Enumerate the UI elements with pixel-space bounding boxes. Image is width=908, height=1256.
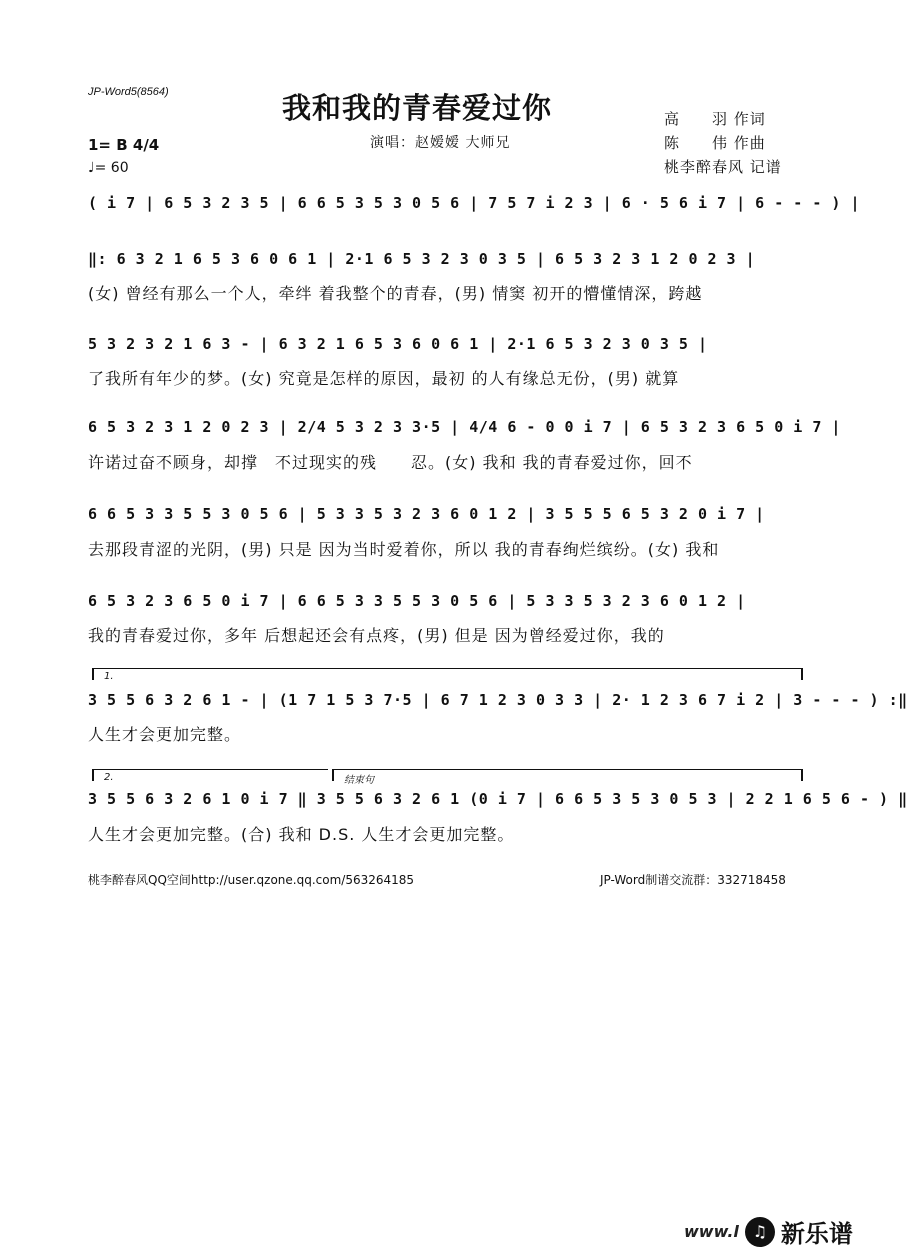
score-line-7-notes: 3 5 5 6 3 2 6 1 0 i 7 ‖ 3 5 5 6 3 2 6 1 (0 i 7 | 6 6 5 3 5 3 0 5 3 | 2 2 1 6 5 6 - ) ‖: [88, 790, 908, 808]
first-ending-bracket: [92, 668, 802, 669]
software-version: JP-Word5(8564): [88, 86, 169, 98]
site-brand[interactable]: [684, 1214, 853, 1249]
first-ending-bracket-end: [801, 668, 803, 680]
score-line-2-lyrics: 了我所有年少的梦。(女) 究竟是怎样的原因，最初 的人有缘总无份，(男) 就算: [88, 369, 680, 388]
tempo-marking: ♩= 60: [88, 160, 129, 176]
brand-name: 新乐谱: [780, 1220, 853, 1248]
score-line-3-notes: 6 5 3 2 3 1 2 0 2 3 | 2/4 5 3 2 3 3·5 | 4/4 6 - 0 0 i 7 | 6 5 3 2 3 6 5 0 i 7 |: [88, 418, 841, 436]
coda-bracket-start: [332, 769, 334, 781]
key-signature: 1= B 4/4: [88, 136, 160, 154]
score-line-1-lyrics: (女) 曾经有那么一个人，牵绊 着我整个的青春，(男) 情窦 初开的懵懂情深，跨越: [88, 284, 703, 303]
score-line-5-lyrics: 我的青春爱过你，多年 后想起还会有点疼，(男) 但是 因为曾经爱过你，我的: [88, 626, 665, 645]
first-ending-bracket-start: [92, 668, 94, 680]
intro-notes: ( i 7 | 6 5 3 2 3 5 | 6 6 5 3 5 3 0 5 6 | 7 5 7 i 2 3 | 6 · 5 6 i 7 | 6 - - - ) |: [88, 194, 860, 212]
song-title: 我和我的青春爱过你: [282, 91, 553, 125]
second-ending-bracket: [92, 769, 328, 770]
score-line-5-notes: 6 5 3 2 3 6 5 0 i 7 | 6 6 5 3 3 5 5 3 0 5 6 | 5 3 3 5 3 2 3 6 0 1 2 |: [88, 592, 746, 610]
composer-credit: 陈 伟 作曲: [664, 134, 766, 152]
score-line-1-notes: ‖: 6 3 2 1 6 5 3 6 0 6 1 | 2·1 6 5 3 2 3 0 3 5 | 6 5 3 2 3 1 2 0 2 3 |: [88, 250, 756, 268]
score-line-2-notes: 5 3 2 3 2 1 6 3 - | 6 3 2 1 6 5 3 6 0 6 1 | 2·1 6 5 3 2 3 0 3 5 |: [88, 335, 708, 353]
second-ending-bracket-start: [92, 769, 94, 781]
footer-qzone-link[interactable]: 桃李醉春风QQ空间http://user.qzone.qq.com/563264185: [88, 873, 415, 887]
coda-bracket-end: [801, 769, 803, 781]
footer-group-info: JP-Word制谱交流群：332718458: [600, 873, 786, 887]
score-line-4-notes: 6 6 5 3 3 5 5 3 0 5 6 | 5 3 3 5 3 2 3 6 0 1 2 | 3 5 5 5 6 5 3 2 0 i 7 |: [88, 505, 765, 523]
vinyl-record-icon: ♫: [745, 1217, 775, 1247]
score-line-7-lyrics: 人生才会更加完整。(合) 我和 D.S. 人生才会更加完整。: [88, 825, 515, 844]
coda-label: 结束句: [344, 775, 374, 786]
score-line-6-lyrics: 人生才会更加完整。: [88, 725, 242, 744]
transcriber-credit: 桃李醉春风 记谱: [664, 158, 782, 176]
coda-bracket: [332, 769, 802, 770]
singers: 演唱：赵嫒嫒 大师兄: [370, 135, 511, 151]
score-line-6-notes: 3 5 5 6 3 2 6 1 - | (1 7 1 5 3 7·5 | 6 7 1 2 3 0 3 3 | 2· 1 2 3 6 7 i 2 | 3 - - - ) :‖: [88, 691, 908, 709]
score-line-4-lyrics: 去那段青涩的光阴，(男) 只是 因为当时爱着你，所以 我的青春绚烂缤纷。(女) 我和: [88, 540, 720, 559]
brand-url: www.l: [684, 1222, 739, 1241]
first-ending-label: 1.: [104, 671, 114, 682]
second-ending-label: 2.: [104, 772, 114, 783]
score-line-3-lyrics: 许诺过奋不顾身，却撑 不过现实的残 忍。(女) 我和 我的青春爱过你，回不: [88, 453, 693, 472]
lyricist-credit: 高 羽 作词: [664, 110, 766, 128]
